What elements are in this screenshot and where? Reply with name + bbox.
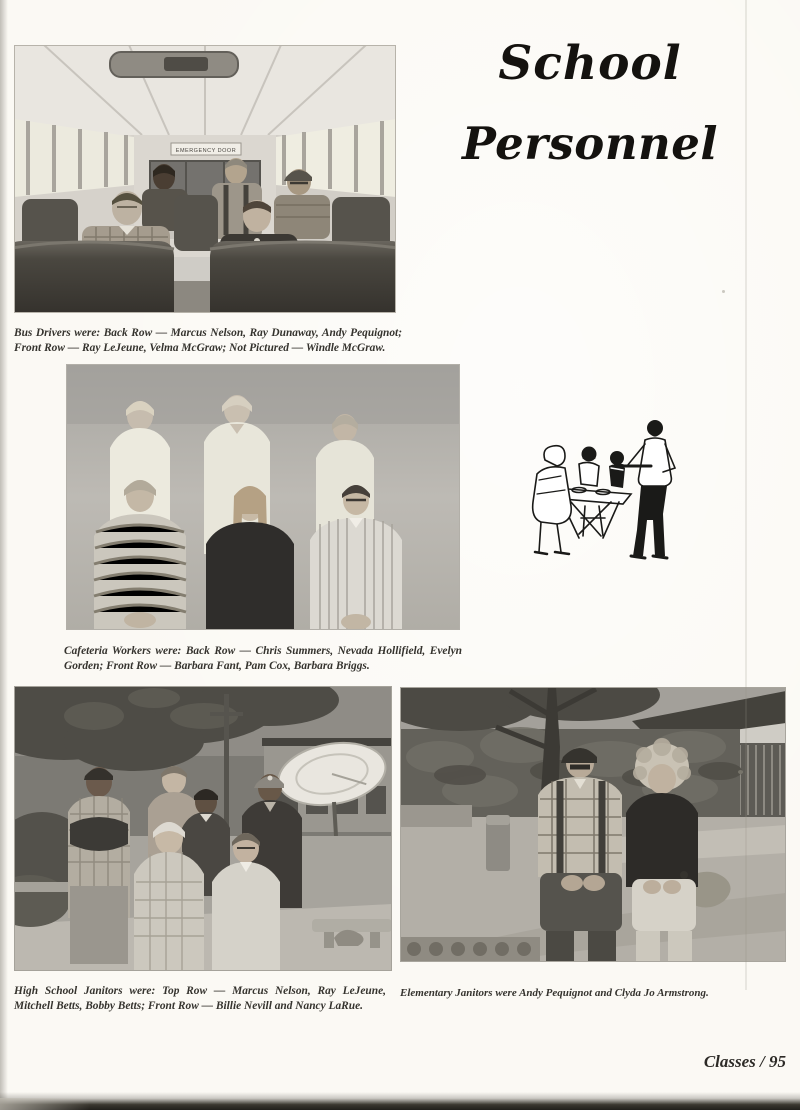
scan-speck	[722, 290, 725, 293]
scan-crease-line	[745, 0, 747, 990]
emergency-door-sign: EMERGENCY DOOR	[175, 148, 237, 154]
bus-drivers-photo	[14, 45, 396, 313]
page-number: Classes / 95	[703, 1052, 786, 1071]
elem-janitor-woman	[626, 738, 698, 962]
scan-bottom-edge-fade	[0, 1098, 90, 1110]
cafeteria-serving-scene-clipart	[527, 410, 699, 565]
bus-drivers-photo-figure	[14, 45, 396, 313]
elem-janitors-photo	[400, 687, 786, 962]
scan-speck	[738, 770, 743, 774]
hs-janitors-photo	[14, 686, 392, 971]
cafeteria-serving-clipart-figure	[527, 410, 699, 565]
page-title-line2: Personnel	[462, 117, 718, 170]
cafeteria-front-row	[94, 480, 402, 630]
page-title-line1: School	[498, 36, 682, 91]
cafeteria-photo-figure	[66, 364, 460, 630]
elem-janitors-photo-figure	[400, 687, 786, 962]
cafeteria-workers-photo	[66, 364, 460, 630]
scan-left-edge-shadow	[0, 0, 8, 1110]
hs-janitors-caption: High School Janitors were: Top Row — Marcus Nelson, Ray LeJeune, Mitchell Betts, Bobby Betts; Front Row — Billie Nevill and Nancy LaRue.	[14, 985, 386, 1013]
page-title	[430, 36, 750, 170]
scan-bottom-edge	[0, 1092, 800, 1110]
bus-drivers-caption: Bus Drivers were: Back Row — Marcus Nelson, Ray Dunaway, Andy Pequignot; Front Row — Ray LeJeune, Velma McGraw; Not Pictured — Windle McGraw.	[14, 327, 402, 355]
hs-janitors-photo-figure	[14, 686, 392, 971]
elem-janitors-caption: Elementary Janitors were Andy Pequignot and Clyda Jo Armstrong.	[400, 987, 709, 999]
cafeteria-caption: Cafeteria Workers were: Back Row — Chris Summers, Nevada Hollifield, Evelyn Gorden; Front Row — Barbara Fant, Pam Cox, Barbara Briggs.	[64, 645, 462, 673]
